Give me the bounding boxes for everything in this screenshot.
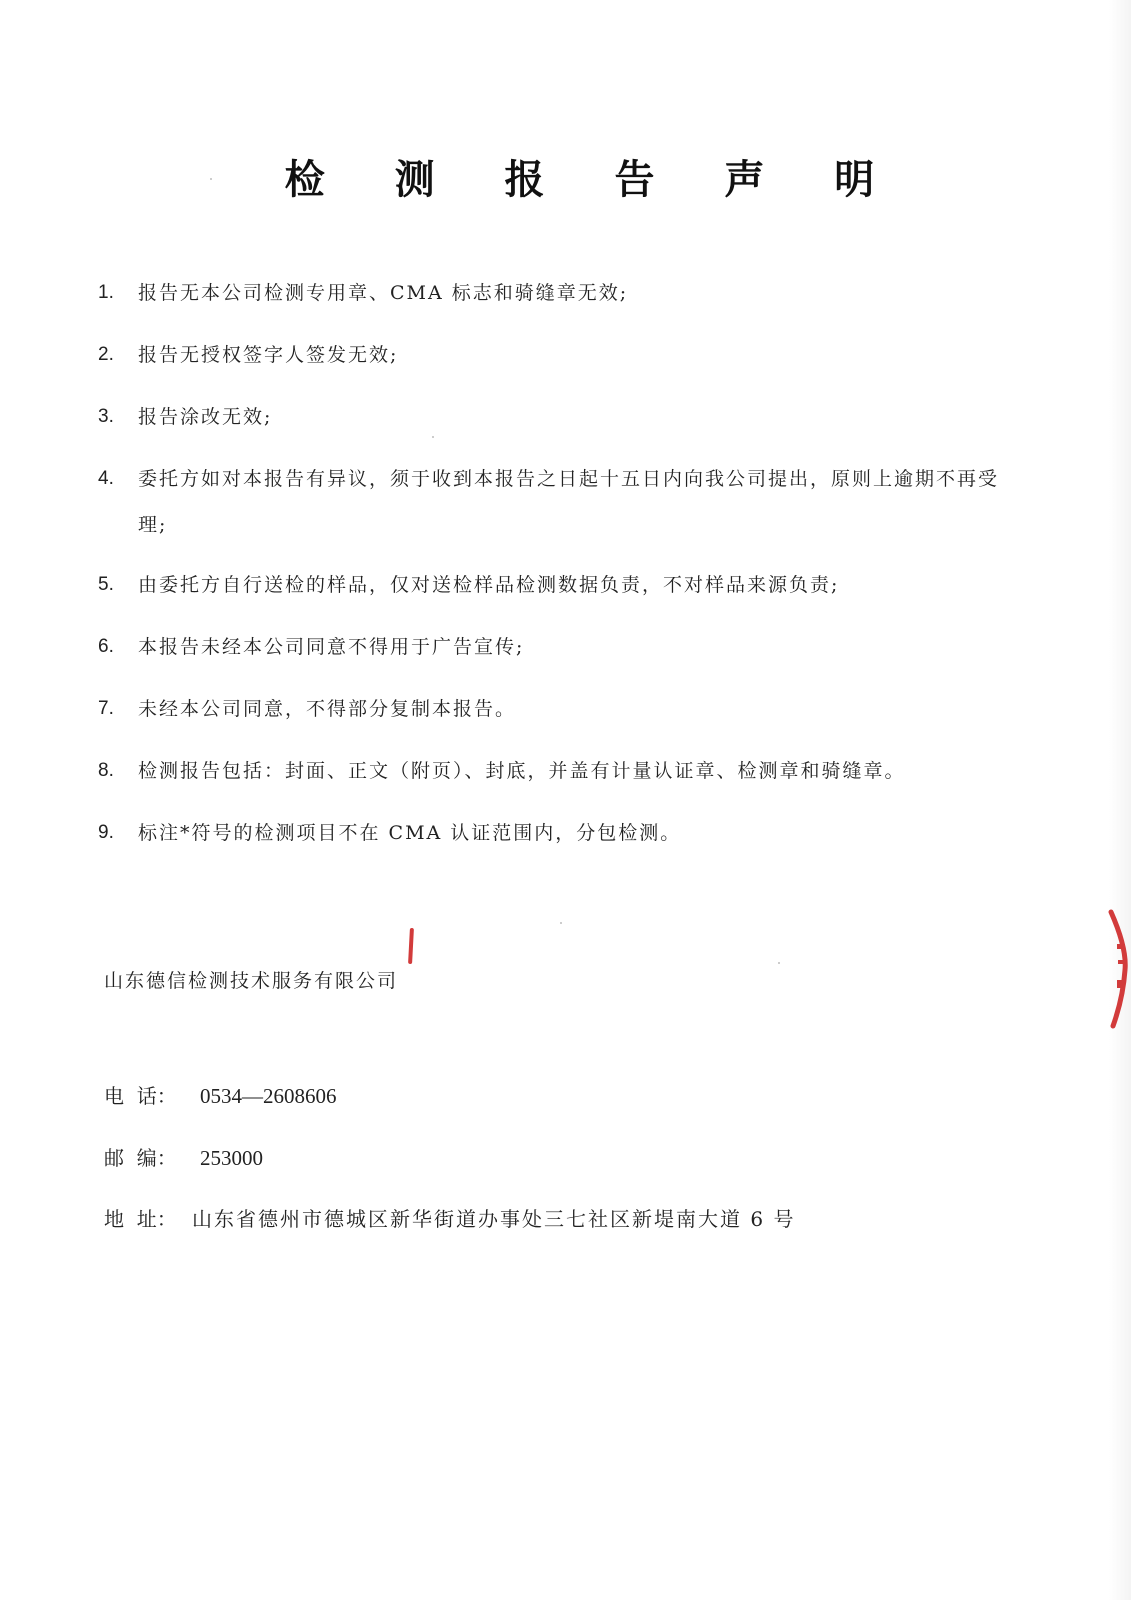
statement-number: 5. [98,574,114,595]
phone-label: 电 话： [104,1084,177,1108]
phone-row [104,1080,337,1109]
statement-number: 9. [98,822,114,843]
statement-text: 委托方如对本报告有异议，须于收到本报告之日起十五日内向我公司提出，原则上逾期不再受理; [138,468,1000,536]
statement-item-2 [98,332,1018,378]
statement-number: 1. [98,282,114,303]
scan-speck [210,178,212,180]
statement-item-3 [98,394,1018,440]
statement-number: 4. [98,468,114,489]
red-ink-mark [408,928,414,964]
seal-fragment-icon [1105,908,1131,1030]
phone-value: 0534—2608606 [200,1084,337,1108]
scan-edge-shadow [1109,0,1131,1600]
postcode-value: 253000 [200,1146,263,1170]
statement-item-4 [98,456,1018,548]
statement-item-7 [98,686,1018,732]
address-label: 地 址： [104,1207,177,1231]
statement-number: 3. [98,406,114,427]
statement-item-9 [98,810,1018,856]
statement-item-1 [98,270,1018,316]
scan-speck [778,962,780,964]
statement-text: 由委托方自行送检的样品，仅对送检样品检测数据负责，不对样品来源负责; [138,574,840,596]
postcode-label: 邮 编： [104,1146,177,1170]
statement-text: 报告无授权签字人签发无效; [138,344,399,366]
statement-text: 报告涂改无效; [138,406,273,428]
statement-text: 未经本公司同意，不得部分复制本报告。 [138,698,517,720]
address-value: 山东省德州市德城区新华街道办事处三七社区新堤南大道 6 号 [192,1207,796,1231]
scan-speck [560,922,562,924]
scan-speck [432,436,434,438]
address-row [104,1203,795,1232]
statement-item-8 [98,748,1018,794]
statement-text: 标注*符号的检测项目不在 CMA 认证范围内，分包检测。 [138,822,682,844]
company-name: 山东德信检测技术服务有限公司 [104,970,399,992]
statement-text: 本报告未经本公司同意不得用于广告宣传; [138,636,525,658]
document-title: 检 测 报 告 声 明 [284,157,903,203]
statement-number: 8. [98,760,114,781]
statement-text: 报告无本公司检测专用章、CMA 标志和骑缝章无效; [138,282,629,304]
statement-number: 7. [98,698,114,719]
postcode-row [104,1142,263,1171]
statement-text: 检测报告包括：封面、正文（附页）、封底，并盖有计量认证章、检测章和骑缝章。 [138,760,906,782]
statement-item-5 [98,562,1018,608]
statement-number: 2. [98,344,114,365]
statement-number: 6. [98,636,114,657]
statement-item-6 [98,624,1018,670]
